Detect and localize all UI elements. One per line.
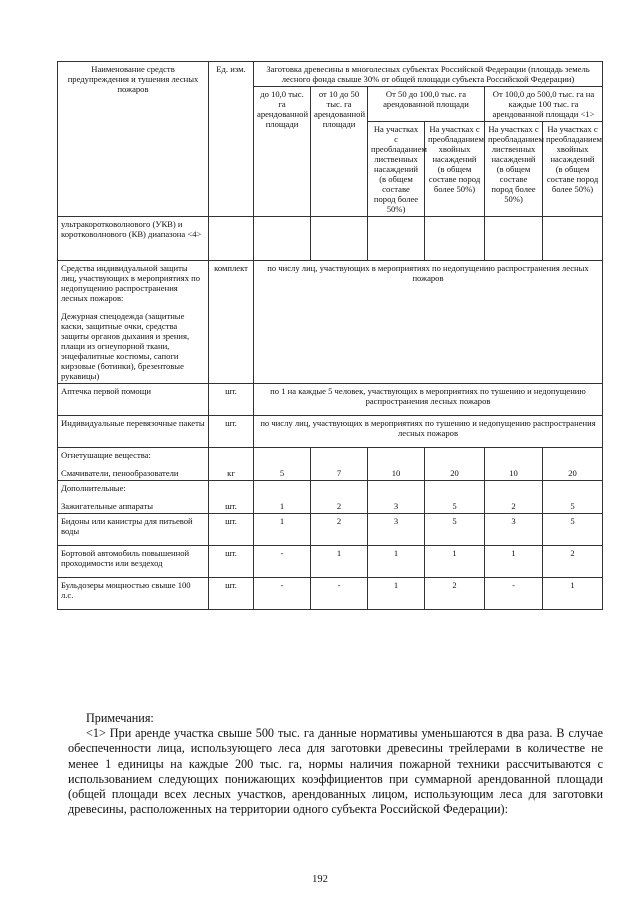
igniters-val: 1	[254, 481, 311, 514]
row-ppe-unit: комплект	[209, 261, 254, 384]
vehicle-val: 1	[368, 546, 425, 578]
row-water-cans	[58, 514, 603, 546]
row-bandage-norm: по числу лиц, участвующих в мероприятиях по тушению и недопущению распространения лесных пожаров	[254, 416, 603, 448]
notes-section	[68, 711, 603, 817]
wetting-val: 7	[311, 448, 368, 481]
wetting-val: 10	[485, 448, 543, 481]
sub-coniferous-1: На участках с преобладанием хвойных насаждений (в общем составе пород более 50%)	[425, 122, 485, 217]
row-vehicle	[58, 546, 603, 578]
water-cans-name: Бидоны или канистры для питьевой воды	[58, 514, 209, 546]
sub-coniferous-2: На участках с преобладанием хвойных насаждений (в общем составе пород более 50%)	[543, 122, 603, 217]
bulldozer-val: 1	[543, 578, 603, 610]
water-cans-val: 3	[485, 514, 543, 546]
water-cans-unit: шт.	[209, 514, 254, 546]
row-first-aid-unit: шт.	[209, 384, 254, 416]
water-cans-val: 2	[311, 514, 368, 546]
vehicle-val: 1	[425, 546, 485, 578]
water-cans-val: 3	[368, 514, 425, 546]
header-name: Наименование средств предупреждения и тушения лесных пожаров	[58, 62, 209, 217]
bulldozer-unit: шт.	[209, 578, 254, 610]
igniters-val: 5	[425, 481, 485, 514]
wetting-val: 20	[543, 448, 603, 481]
header-col-3: От 50 до 100,0 тыс. га арендованной площади	[368, 87, 485, 122]
notes-title: Примечания:	[86, 711, 154, 725]
row-extinguishing	[58, 448, 603, 481]
bulldozer-name: Бульдозеры мощностью свыше 100 л.с.	[58, 578, 209, 610]
header-group: Заготовка древесины в многолесных субъектах Российской Федерации (площадь земель лесного фонда свыше 30% от общей площади субъекта Российской Федерации)	[254, 62, 603, 87]
row-bulldozer	[58, 578, 603, 610]
igniters-val: 2	[485, 481, 543, 514]
water-cans-val: 5	[543, 514, 603, 546]
equipment-norms-table	[57, 61, 603, 610]
igniters-unit: шт.	[209, 481, 254, 514]
vehicle-name: Бортовой автомобиль повышенной проходимости или вездеход	[58, 546, 209, 578]
wetting-val: 20	[425, 448, 485, 481]
water-cans-val: 5	[425, 514, 485, 546]
row-first-aid-norm: по 1 на каждые 5 человек, участвующих в мероприятиях по тушению и недопущению распространения лесных пожаров	[254, 384, 603, 416]
wetting-unit: кг	[209, 448, 254, 481]
bulldozer-val: -	[311, 578, 368, 610]
igniters-val: 5	[543, 481, 603, 514]
row-additional	[58, 481, 603, 514]
header-row-1	[58, 62, 603, 87]
row-bandage-unit: шт.	[209, 416, 254, 448]
header-col-1: до 10,0 тыс. га арендованной площади	[254, 87, 311, 217]
row-additional-name	[58, 481, 209, 514]
additional-title: Дополнительные:	[61, 483, 126, 493]
igniters-label: Зажигательные аппараты	[61, 501, 154, 511]
bulldozer-val: 1	[368, 578, 425, 610]
row-first-aid	[58, 384, 603, 416]
row-ppe-name	[58, 261, 209, 384]
igniters-val: 3	[368, 481, 425, 514]
sub-deciduous-1: На участках с преобладанием лиственных насаждений (в общем составе пород более 50%)	[368, 122, 425, 217]
row-ppe	[58, 261, 603, 384]
header-col-4: От 100,0 до 500,0 тыс. га на каждые 100 тыс. га арендованной площади <1>	[485, 87, 603, 122]
ppe-item: Дежурная спецодежда (защитные каски, защитные очки, средства защиты органов дыхания и зрения, плащи из огнеупорной ткани, энцефалитные костюмы, сапоги кирзовые (ботинки), брезентовые рукавицы)	[61, 311, 190, 381]
extinguishing-title: Огнетушащие вещества:	[61, 450, 151, 460]
sub-deciduous-2: На участках с преобладанием лиственных насаждений (в общем составе пород более 50%)	[485, 122, 543, 217]
header-col-2: от 10 до 50 тыс. га арендованной площади	[311, 87, 368, 217]
row-radio	[58, 217, 603, 261]
row-bandage-name: Индивидуальные перевязочные пакеты	[58, 416, 209, 448]
row-extinguishing-name	[58, 448, 209, 481]
bulldozer-val: -	[254, 578, 311, 610]
page-number: 192	[312, 874, 328, 885]
vehicle-unit: шт.	[209, 546, 254, 578]
wetting-val: 10	[368, 448, 425, 481]
bulldozer-val: -	[485, 578, 543, 610]
wetting-agents-label: Смачиватели, пенообразователи	[61, 468, 179, 478]
ppe-title: Средства индивидуальной защиты лиц, участвующих в мероприятиях по недопущению распространения лесных пожаров:	[61, 263, 201, 303]
bulldozer-val: 2	[425, 578, 485, 610]
igniters-val: 2	[311, 481, 368, 514]
vehicle-val: 1	[485, 546, 543, 578]
row-first-aid-name: Аптечка первой помощи	[58, 384, 209, 416]
vehicle-val: 1	[311, 546, 368, 578]
wetting-val: 5	[254, 448, 311, 481]
water-cans-val: 1	[254, 514, 311, 546]
row-bandage	[58, 416, 603, 448]
row-ppe-norm: по числу лиц, участвующих в мероприятиях по недопущению распространения лесных пожаров	[254, 261, 603, 384]
header-unit: Ед. изм.	[209, 62, 254, 217]
notes-text: <1> При аренде участка свыше 500 тыс. га данные нормативы уменьшаются в два раза. В случае обеспеченности лица, использующего леса для заготовки древесины трейлерами в количестве не менее 1 единицы на каждые 200 тыс. га, нормы наличия пожарной техники рассчитываются с использованием следующих понижающих коэффициентов при суммарной арендованной площади (общей площади всех лесных участков, арендованных лицом, использующим леса для заготовки древесины, расположенных на территории одного субъекта Российской Федерации):	[68, 726, 603, 817]
vehicle-val: -	[254, 546, 311, 578]
row-radio-name: ультракоротковолнового (УКВ) и коротковолнового (КВ) диапазона <4>	[58, 217, 209, 261]
vehicle-val: 2	[543, 546, 603, 578]
